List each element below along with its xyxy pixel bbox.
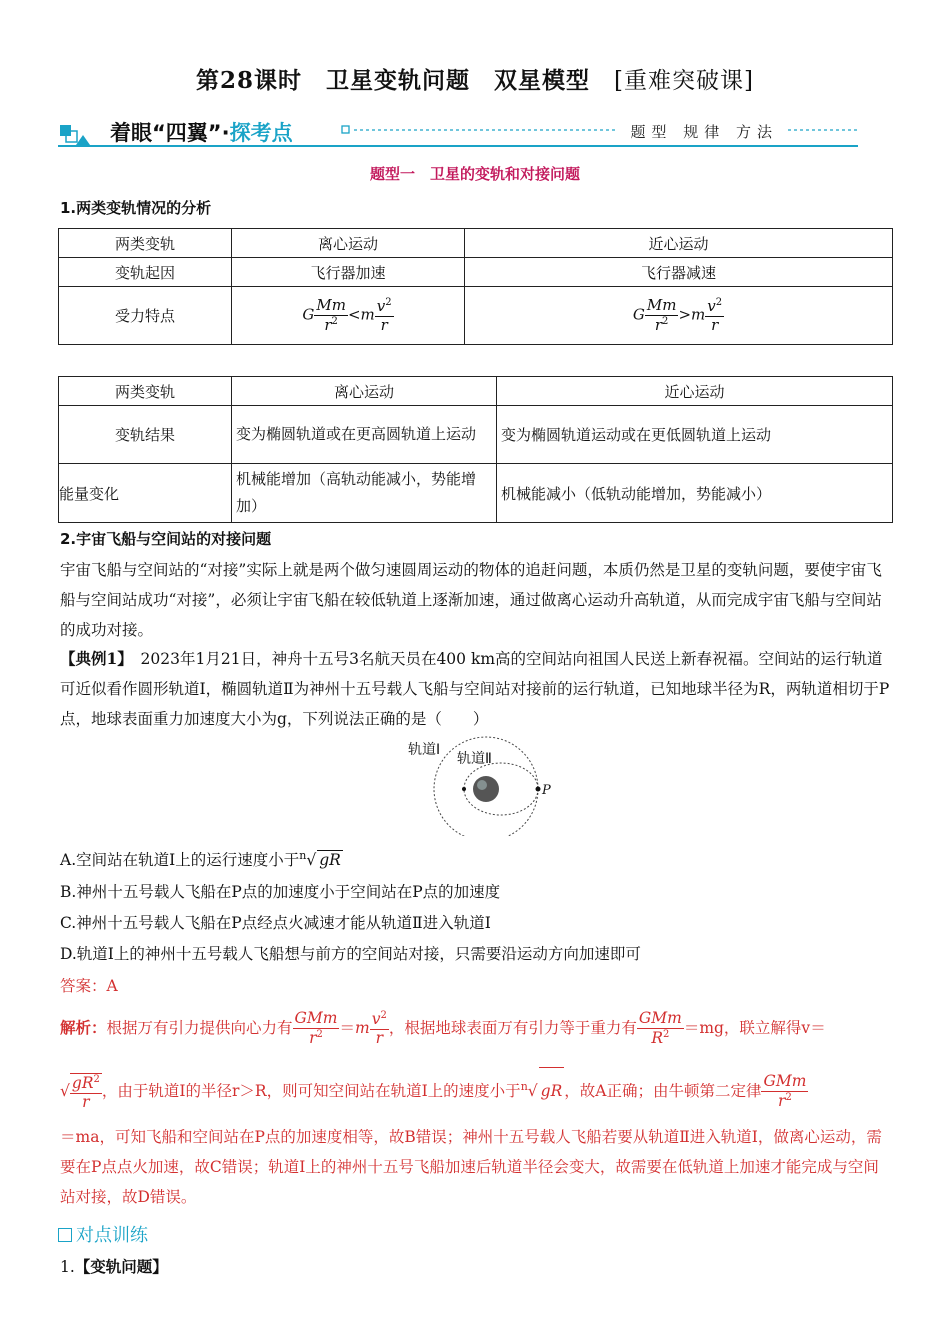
section-banner [58,113,858,149]
example-label: 【典例1】 [60,649,126,668]
point-dot [462,787,466,791]
frac-den: $r^2$ [324,315,338,334]
table-cell: 离心运动 [232,229,465,258]
formula-sign: < [347,305,361,324]
point-p-dot [536,787,541,792]
question-tag: 【变轨问题】 [74,1258,168,1276]
formula-g: G [302,305,315,324]
paragraph-docking: 宇宙飞船与空间站的“对接”实际上就是两个做匀速圆周运动的物体的追赶问题，本质仍然是卫星的变轨问题，要使宇宙飞船与空间站成功“对接”，必须让宇宙飞船在较低轨道上逐渐加速，通过做离心运动升高轨道，从而完成宇宙飞船与空间站的成功对接。 [60,561,882,639]
question-number: 1. [60,1258,75,1276]
banner-highlight: 探考点 [229,121,293,145]
table-cell: 两类变轨 [59,229,232,258]
formula-frac [705,297,724,334]
formula-frac [375,297,394,334]
table-cell: 受力特点 [59,287,232,345]
formula-sign: > [678,305,692,324]
frac-den: $r^2$ [654,315,669,334]
table-cell: 变为椭圆轨道运动或在更低圆轨道上运动 [497,406,893,464]
frac-num-var: v [707,297,716,316]
formula-g: G [632,305,645,324]
formula-frac [314,297,348,334]
formula-frac: $\frac{\text{GMm}}{r^2}$ [294,1009,338,1048]
heading-2: 2.宇宙飞船与空间站的对接问题 [60,530,272,548]
formula-frac: $\frac{\text{GMm}}{R^2}$ [638,1009,682,1048]
analysis: 解析：根据万有引力提供向心力有 $\frac{\text{GMm}}{r^2}$ ＝m $\frac{v^2}{r}$ ，根据地球表面万有引力等于重力有 $\frac{\text{GMm}}{R^2}$ ＝mg，联立解得v＝ [60,1009,826,1048]
frac-num: $v^2$ [376,297,392,316]
formula-frac: $\frac{v^2}{r}$ [371,1010,387,1048]
orbit-1-label: 轨道Ⅰ [408,742,441,758]
formula-m: m [691,305,706,324]
answer: 答案：A [60,977,118,995]
option-c: C.神州十五号载人飞船在P点经点火减速才能从轨道Ⅱ进入轨道Ⅰ [60,914,491,932]
table-2 [58,376,893,523]
page-title [0,62,950,95]
analysis-line-2: √ $\frac{gR^2}{r}$ ，由于轨道Ⅰ的半径r＞R，则可知空间站在轨道Ⅰ上的速度小于$^n$√ gR ，故A正确；由牛顿第二定律 $\frac{\text{GMm}}{r^2}$ [60,1064,894,1114]
sqrt-gr: gR [319,851,341,869]
example-text: 2023年1月21日，神舟十五号3名航天员在400 km高的空间站向祖国人民送上新春祝福。空间站的运行轨道可近似看作圆形轨道Ⅰ，椭圆轨道Ⅱ为神州十五号载人飞船与空间站对接前的运行轨道，已知地球半径为R，两轨道相切于P点，地球表面重力加速度大小为g，下列说法正确的是（ ） [60,650,890,728]
table-row [59,406,893,464]
checkbox-icon [58,1228,72,1242]
formula-cell-right [465,287,893,345]
orbit-2-label: 轨道Ⅱ [457,751,492,767]
frac-num-var: v [376,297,386,316]
frac-num: $v^2$ [707,297,723,316]
analysis-text: ＝mg，联立解得v＝ [683,1019,826,1037]
formula-cell-left [232,287,465,345]
table-cell: 近心运动 [465,229,893,258]
section-title: 题型一 卫星的变轨和对接问题 [369,165,580,183]
earth-icon [473,776,499,802]
table-cell: 近心运动 [497,377,893,406]
table-cell: 离心运动 [232,377,497,406]
analysis-text: 根据万有引力提供向心力有 [106,1019,293,1037]
frac-den-var: r [324,315,332,334]
formula-m: m [360,305,375,324]
heading-1: 1.两类变轨情况的分析 [60,199,212,217]
orbit-diagram [400,736,560,836]
table-row [59,287,893,345]
formula-frac: $\frac{\text{GMm}}{r^2}$ [763,1072,807,1111]
frac-num: Mm [316,296,346,315]
analysis-line-3: ＝ma，可知飞船和空间站在P点的加速度相等，故B错误；神州十五号载人飞船若要从轨道Ⅱ进入轨道Ⅰ，做离心运动，需要在P点点火加速，故C错误；轨道Ⅰ上的神州十五号飞船加速后轨道半径会变大，故需要在低轨道上加速才能完成与空间站对接，故D错误。 [60,1128,882,1206]
frac-den-var: r [654,315,663,334]
table-cell: 变轨结果 [59,406,232,464]
question-1 [60,1255,168,1277]
table-row [59,377,893,406]
analysis-text: ，由于轨道Ⅰ的半径r＞R，则可知空间站在轨道Ⅰ上的速度小于 [101,1082,521,1100]
table-row [59,258,893,287]
example-1 [60,644,894,734]
analysis-label: 解析： [60,1018,107,1037]
banner-title [110,117,293,147]
table-cell: 机械能增加（高轨动能减小，势能增加） [232,464,497,523]
table-cell: 飞行器减速 [465,258,893,287]
option-b: B.神州十五号载人飞船在P点的加速度小于空间站在P点的加速度 [60,883,501,901]
table-row [59,229,893,258]
option-d: D.轨道Ⅰ上的神州十五号载人飞船想与前方的空间站对接，只需要沿运动方向加速即可 [60,945,641,963]
formula-frac [645,297,679,334]
analysis-text: ，根据地球表面万有引力等于重力有 [388,1019,637,1037]
table-1 [58,228,893,345]
table-cell: 变为椭圆轨道或在更高圆轨道上运动 [232,406,497,464]
title-main: 第28课时 卫星变轨问题 双星模型 [196,67,591,94]
practice-label: 对点训练 [76,1225,148,1246]
frac-den: r [711,315,719,334]
option-a: A.空间站在轨道Ⅰ上的运行速度小于$^n$√ gR [60,849,341,869]
title-sub: [重难突破课] [614,68,754,94]
table-cell: 两类变轨 [59,377,232,406]
table-cell: 机械能减小（低轨动能增加，势能减小） [497,464,893,523]
frac-num: Mm [646,296,677,315]
formula-frac: $\frac{gR^2}{r}$ [71,1073,100,1111]
frac-den: r [380,315,388,334]
point-p-label: P [542,783,551,798]
option-a-text: A.空间站在轨道Ⅰ上的运行速度小于 [60,851,300,869]
table-cell: 能量变化 [59,464,232,523]
table-cell: 飞行器加速 [232,258,465,287]
analysis-text: ，故A正确；由牛顿第二定律 [564,1082,762,1100]
table-row [59,464,893,523]
table-cell: 变轨起因 [59,258,232,287]
banner-prefix: 着眼“四翼”· [110,121,230,145]
practice-heading [58,1221,148,1247]
banner-right: 题型 规律 方法 [630,123,778,141]
